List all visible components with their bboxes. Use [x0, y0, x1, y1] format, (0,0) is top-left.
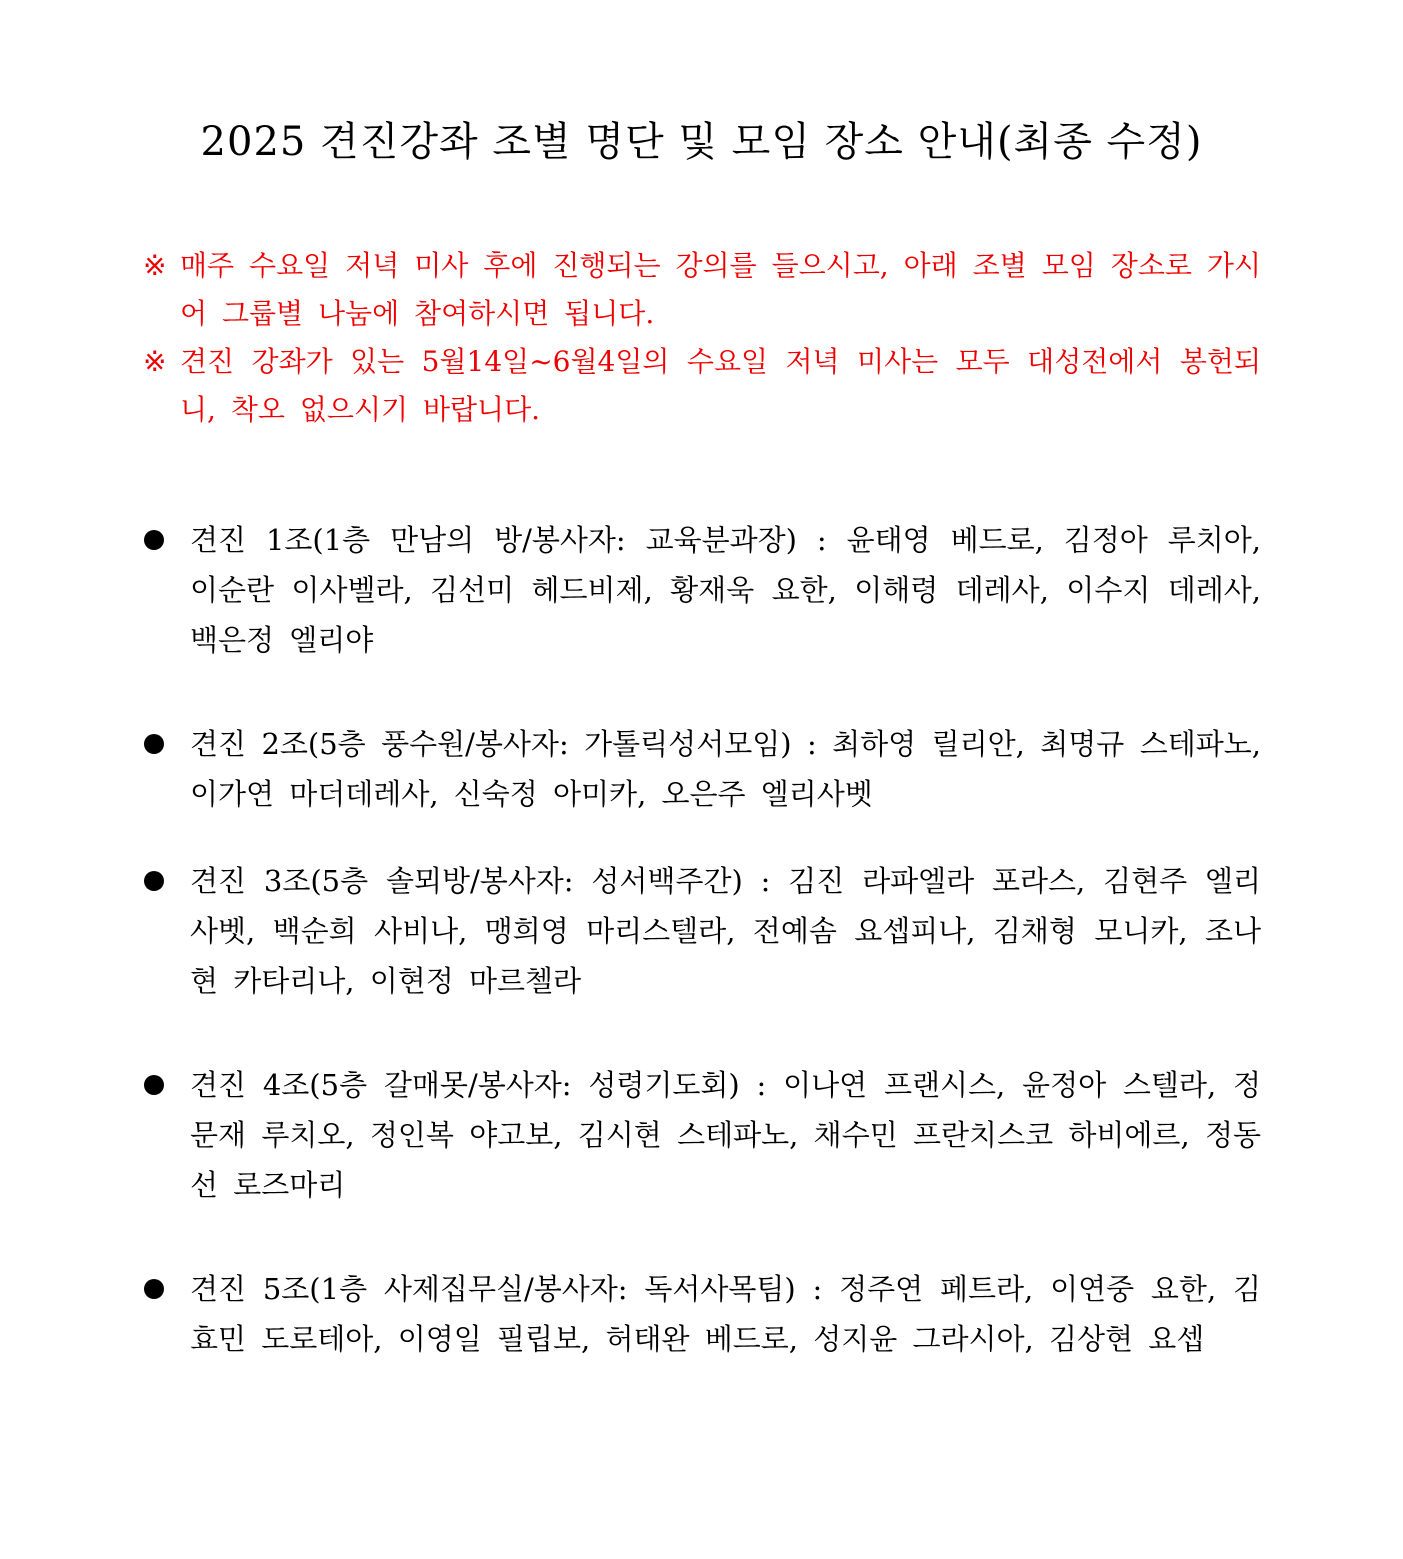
group-list: [143, 515, 1261, 1364]
notice-item: [143, 242, 1261, 338]
page-title: 2025 견진강좌 조별 명단 및 모임 장소 안내(최종 수정): [200, 119, 1203, 165]
group-text: 견진 3조(5층 솔뫼방/봉사자: 성서백주간) : 김진 라파엘라 포라스, 김현주 엘리사벳, 백순희 사비나, 맹희영 마리스텔라, 전예솜 요셉피나, 김채형 모니카, 조나현 카타리나, 이현정 마르첼라: [190, 864, 1261, 998]
group-item-4: [143, 1060, 1261, 1210]
group-item-3: [143, 856, 1261, 1006]
group-text: 견진 1조(1층 만남의 방/봉사자: 교육분과장) : 윤태영 베드로, 김정아 루치아, 이순란 이사벨라, 김선미 헤드비제, 황재욱 요한, 이해령 데레사, 이수지 데레사, 백은정 엘리야: [190, 523, 1261, 657]
group-text: 견진 5조(1층 사제집무실/봉사자: 독서사목팀) : 정주연 페트라, 이연중 요한, 김효민 도로테아, 이영일 필립보, 허태완 베드로, 성지윤 그라시아, 김상현 요셉: [190, 1272, 1261, 1356]
group-text: 견진 2조(5층 풍수원/봉사자: 가톨릭성서모임) : 최하영 릴리안, 최명규 스테파노, 이가연 마더데레사, 신숙정 아미카, 오은주 엘리사벳: [190, 727, 1261, 811]
notice-text: 매주 수요일 저녁 미사 후에 진행되는 강의를 들으시고, 아래 조별 모임 장소로 가시어 그룹별 나눔에 참여하시면 됩니다.: [180, 249, 1261, 330]
group-text: 견진 4조(5층 갈매못/봉사자: 성령기도회) : 이나연 프랜시스, 윤정아 스텔라, 정문재 루치오, 정인복 야고보, 김시현 스테파노, 채수민 프란치스코 하비에르, 정동선 로즈마리: [190, 1068, 1261, 1202]
bullet-icon: [144, 1075, 164, 1095]
notice-list: [143, 242, 1261, 434]
reference-mark-icon: ※: [143, 345, 167, 378]
bullet-icon: [144, 871, 164, 891]
bullet-icon: [144, 734, 164, 754]
reference-mark-icon: ※: [143, 249, 167, 282]
notice-text: 견진 강좌가 있는 5월14일~6월4일의 수요일 저녁 미사는 모두 대성전에서 봉헌되니, 착오 없으시기 바랍니다.: [180, 345, 1261, 426]
notice-item: [143, 338, 1261, 434]
group-item-1: [143, 515, 1261, 665]
bullet-icon: [144, 530, 164, 550]
group-item-2: [143, 719, 1261, 819]
bullet-icon: [144, 1279, 164, 1299]
group-item-5: [143, 1264, 1261, 1364]
